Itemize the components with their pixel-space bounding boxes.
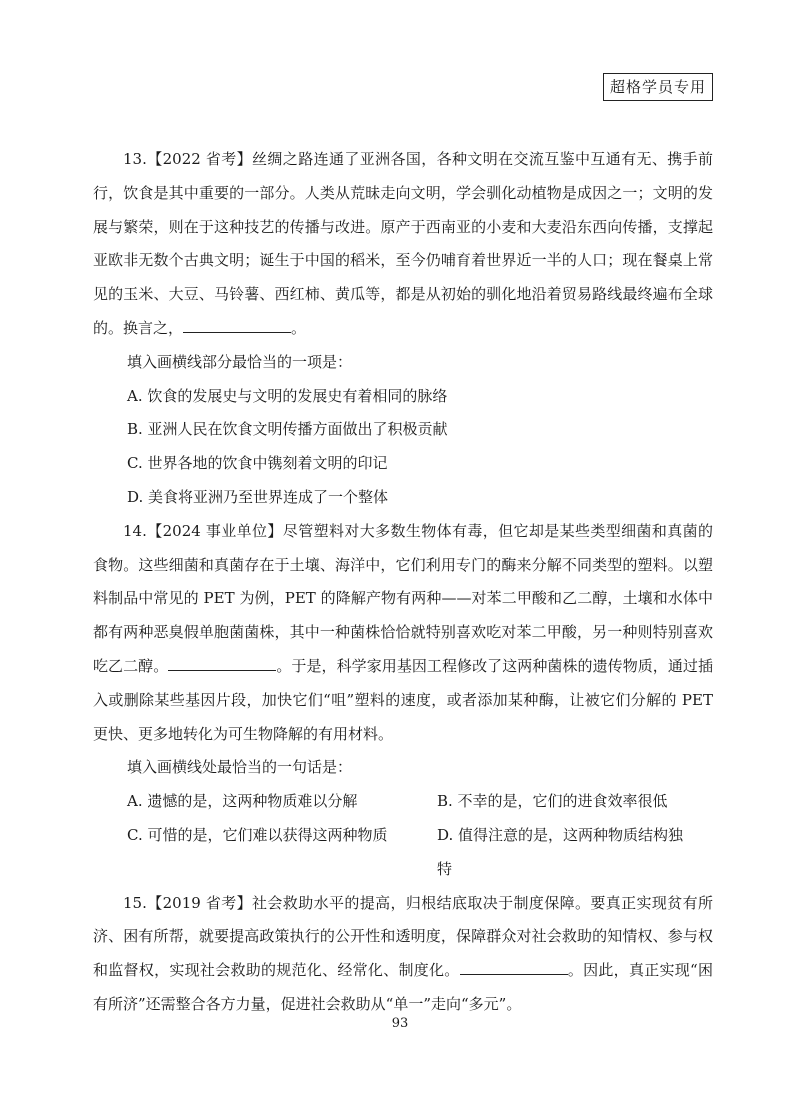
q14-text: 14.【2024 事业单位】尽管塑料对大多数生物体有毒，但它却是某些类型细菌和真菌的食物。这些细菌和真菌存在于土壤、海洋中，它们利用专门的酶来分解不同类型的塑料。以塑料制品中常见的 PET 为例，PET 的降解产物有两种——对苯二甲酸和乙二醇，土壤和水体中都有两种恶臭假单胞菌菌株，其中一种菌株恰恰就特别喜欢吃对苯二甲酸，另一种则特别喜欢吃乙二醇。	[93, 521, 713, 675]
question-content	[93, 143, 713, 1022]
q15-stem	[93, 887, 713, 1022]
page-number: 93	[391, 1016, 409, 1031]
q14-prompt: 填入画横线处最恰当的一句话是：	[127, 758, 353, 777]
student-only-badge: 超格学员专用	[603, 73, 713, 101]
answer-blank	[183, 318, 291, 333]
q14-stem	[93, 515, 713, 752]
q13-option-b: B. 亚洲人民在饮食文明传播方面做出了积极贡献	[127, 420, 448, 439]
q13-prompt: 填入画横线部分最恰当的一项是：	[127, 352, 353, 371]
q15-text2: 。因此，真正实现“困有所济”还需整合各方力量，促进社会救助从“单一”走向“多元”。	[93, 961, 713, 1013]
q13-option-a: A. 饮食的发展史与文明的发展史有着相同的脉络	[127, 386, 448, 405]
q14-option-a: A. 遗憾的是，这两种物质难以分解	[127, 792, 358, 811]
q13-tail: 。	[291, 318, 307, 337]
q13-option-c: C. 世界各地的饮食中镌刻着文明的印记	[127, 454, 388, 473]
q14-option-c: C. 可惜的是，它们难以获得这两种物质	[127, 825, 388, 844]
q14-option-b: B. 不幸的是，它们的进食效率很低	[437, 792, 668, 811]
q15-text: 15.【2019 省考】社会救助水平的提高，归根结底取决于制度保障。要真正实现贫有所济、困有所帮，就要提高政策执行的公开性和透明度，保障群众对社会救助的知情权、参与权和监督权，实现社会救助的规范化、经常化、制度化。	[93, 893, 713, 980]
q13-stem	[93, 143, 713, 346]
q14-options-row-2	[93, 819, 713, 887]
q14-text2: 。于是，科学家用基因工程修改了这两种菌株的遗传物质，通过插入或删除某些基因片段，加快它们“咀”塑料的速度，或者添加某种酶，让被它们分解的 PET 更快、更多地转化为可生物降解的有用材料。	[93, 656, 713, 743]
q14-options-row-1	[93, 785, 713, 819]
answer-blank	[460, 960, 568, 975]
q13-text: 13.【2022 省考】丝绸之路连通了亚洲各国，各种文明在交流互鉴中互通有无、携手前行，饮食是其中重要的一部分。人类从荒昧走向文明，学会驯化动植物是成因之一；文明的发展与繁荣，则在于这种技艺的传播与改进。原产于西南亚的小麦和大麦沿东西向传播，支撑起亚欧非无数个古典文明；诞生于中国的稻米，至今仍哺育着世界近一半的人口；现在餐桌上常见的玉米、大豆、马铃薯、西红柿、黄瓜等，都是从初始的驯化地沿着贸易路线最终遍布全球的。换言之，	[93, 150, 713, 337]
q14-option-d: D. 值得注意的是，这两种物质结构独特	[437, 825, 684, 878]
q13-option-d: D. 美食将亚洲乃至世界连成了一个整体	[127, 487, 389, 506]
answer-blank	[168, 656, 276, 671]
